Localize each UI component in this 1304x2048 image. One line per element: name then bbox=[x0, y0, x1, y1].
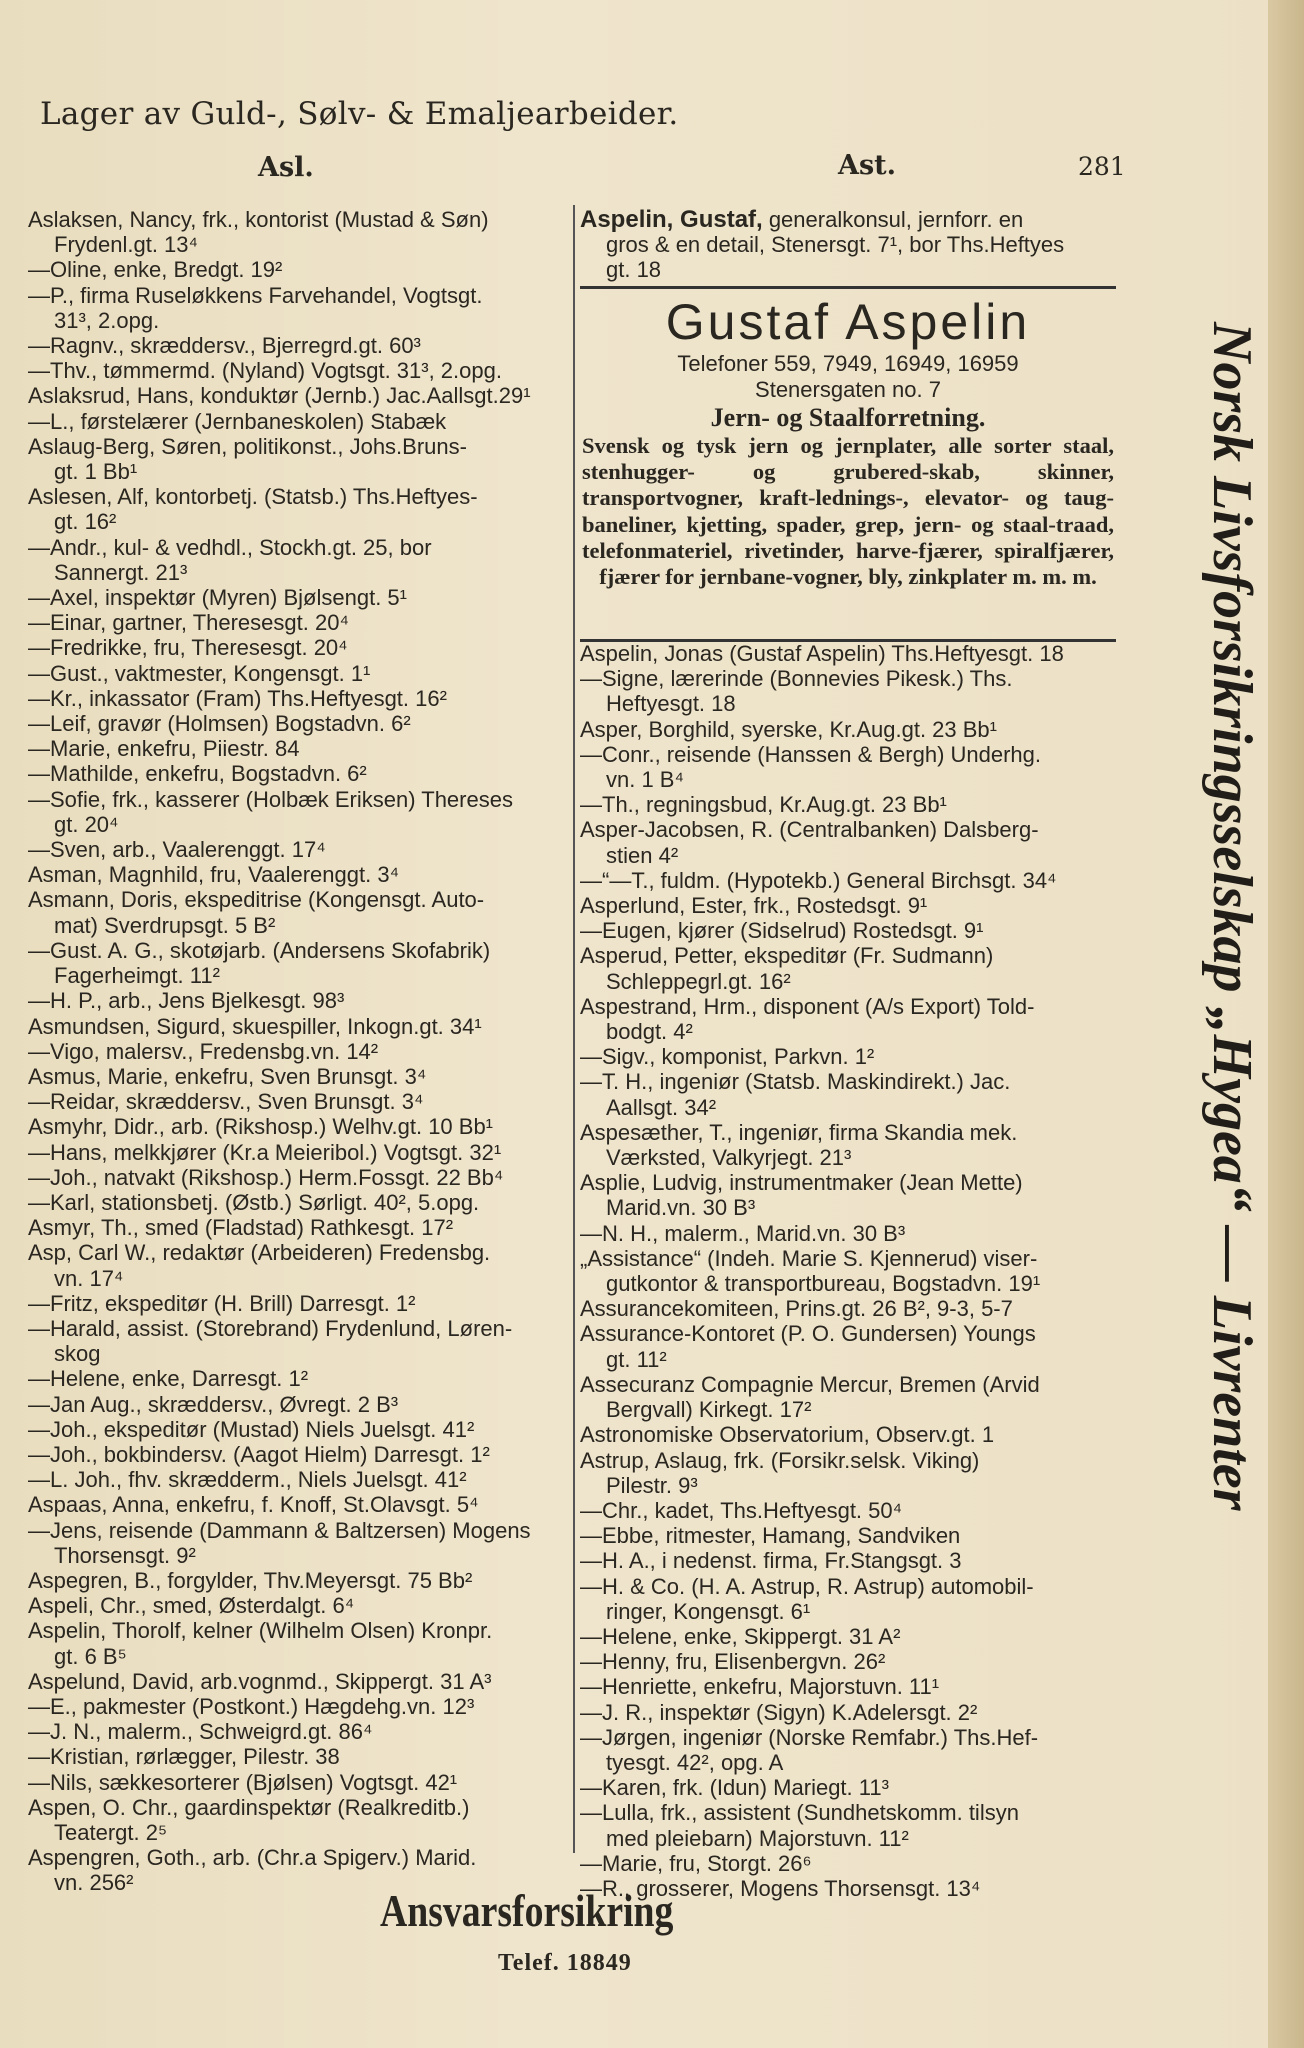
entry-text: —Jørgen, ingeniør (Norske Remfabr.) Ths.Hef- bbox=[580, 1724, 1039, 1750]
list-item bbox=[28, 1014, 572, 1039]
entry-text: —H. & Co. (H. A. Astrup, R. Astrup) automobil- bbox=[580, 1573, 1034, 1599]
entry-text: Asplie, Ludvig, instrumentmaker (Jean Mette) bbox=[580, 1170, 1023, 1196]
list-item bbox=[28, 358, 572, 383]
entry-continuation: gt. 18 bbox=[606, 257, 662, 283]
entry-text: Asmann, Doris, ekspeditrise (Kongensgt. Auto- bbox=[28, 887, 485, 913]
side-advert bbox=[1201, 322, 1268, 1922]
entry-text: —Gust. A. G., skotøjarb. (Andersens Skofabrik) bbox=[28, 937, 491, 963]
ad-body: Svensk og tysk jern og jernplater, alle sorter staal, stenhugger- og grubered-skab, skinner, transportvogner, kraft-lednings-, elevator- og taug-baneliner, kjetting, spader, grep, jern- og staal-traad, telefonmateriel, rivetinder, harve-fjærer, spiralfjærer, fjærer for jernbane-vogner, bly, zinkplater m. m. m. bbox=[582, 433, 1114, 590]
entry-text: —Sigv., komponist, Parkvn. 1² bbox=[580, 1044, 875, 1070]
entry-continuation: Aallsgt. 34² bbox=[606, 1094, 717, 1120]
right-column bbox=[580, 207, 1120, 283]
entry-continuation: Teatergt. 2⁵ bbox=[54, 1820, 168, 1845]
entry-text: —Gust., vaktmester, Kongensgt. 1¹ bbox=[28, 660, 371, 686]
entry-continuation: Bergvall) Kirkegt. 17² bbox=[606, 1397, 812, 1423]
entry-text: Aspegren, B., forgylder, Thv.Meyersgt. 75 Bb² bbox=[28, 1567, 473, 1593]
bottom-advert-title: Ansvarsforsikring bbox=[380, 1885, 674, 1936]
list-item bbox=[580, 1221, 1120, 1246]
entry-text: Aspelin, Jonas (Gustaf Aspelin) Ths.Heftyesgt. 18 bbox=[580, 641, 1064, 666]
entry-text: —Joh., natvakt (Rikshosp.) Herm.Fossgt. 22 Bb⁴ bbox=[28, 1164, 504, 1190]
entry-text: —Kr., inkassator (Fram) Ths.Heftyesgt. 16² bbox=[28, 685, 447, 711]
list-item bbox=[580, 1700, 1120, 1725]
list-item bbox=[580, 994, 1120, 1044]
entry-text: —Oline, enke, Bredgt. 19² bbox=[28, 257, 283, 283]
list-item bbox=[28, 283, 572, 333]
list-item bbox=[28, 1190, 572, 1215]
left-column bbox=[28, 207, 572, 1896]
list-item bbox=[28, 1366, 572, 1391]
entry-text: Asperlund, Ester, frk., Rostedsgt. 9¹ bbox=[580, 893, 928, 919]
entry-continuation: gutkontor & transportbureau, Bogstadvn. 19¹ bbox=[606, 1271, 1041, 1297]
ad-address: Stenersgaten no. 7 bbox=[755, 377, 941, 402]
entry-text: —Andr., kul- & vedhdl., Stockh.gt. 25, bor bbox=[28, 534, 432, 560]
entry-text: —E., pakmester (Postkont.) Hægdehg.vn. 12³ bbox=[28, 1693, 475, 1719]
list-item bbox=[28, 1039, 572, 1064]
entry-text: —J. R., inspektør (Sigyn) K.Adelersgt. 2² bbox=[580, 1699, 978, 1725]
entry-text: —Fritz, ekspeditør (H. Brill) Darresgt. 1² bbox=[28, 1290, 416, 1316]
entry-text: —Leif, gravør (Holmsen) Bogstadvn. 6² bbox=[28, 711, 411, 737]
page-edge bbox=[1268, 0, 1304, 2048]
entry-text: Aslaksen, Nancy, frk., kontorist (Mustad & Søn) bbox=[28, 207, 489, 232]
entry-text: —H. P., arb., Jens Bjelkesgt. 98³ bbox=[28, 988, 345, 1014]
ad-trade: Jern- og Staalforretning. bbox=[710, 403, 986, 432]
list-item bbox=[28, 938, 572, 988]
entry-text: Aspesæther, T., ingeniør, firma Skandia mek. bbox=[580, 1119, 1018, 1145]
entry-continuation: Thorsensgt. 9² bbox=[54, 1542, 196, 1568]
entry-text: —Joh., ekspeditør (Mustad) Niels Juelsgt. 41² bbox=[28, 1416, 475, 1442]
list-item bbox=[580, 1246, 1120, 1296]
entry-text: —Henriette, enkefru, Majorstuvn. 11¹ bbox=[580, 1674, 940, 1700]
list-item bbox=[28, 1165, 572, 1190]
list-item bbox=[580, 207, 1120, 283]
list-item bbox=[580, 717, 1120, 742]
list-item bbox=[28, 686, 572, 711]
page-number: 281 bbox=[1078, 152, 1126, 181]
entry-text: —Jan Aug., skræddersv., Øvregt. 2 B³ bbox=[28, 1391, 399, 1417]
list-item bbox=[580, 1321, 1120, 1371]
entry-continuation: stien 4² bbox=[606, 842, 679, 868]
entry-text: —Lulla, frk., assistent (Sundhetskomm. tilsyn bbox=[580, 1800, 1019, 1826]
list-item bbox=[28, 1467, 572, 1492]
entry-continuation: gt. 11² bbox=[606, 1346, 667, 1372]
entry-text: Aspelund, David, arb.vognmd., Skippergt. 31 A³ bbox=[28, 1668, 492, 1694]
list-item bbox=[580, 1548, 1120, 1573]
entry-text: —Signe, lærerinde (Bonnevies Pikesk.) Ths. bbox=[580, 666, 1013, 692]
list-item bbox=[580, 918, 1120, 943]
list-item bbox=[28, 761, 572, 786]
list-item bbox=[580, 1044, 1120, 1069]
side-advert-text: Norsk Livsforsikringsselskap „Hygea“ — Livrenter bbox=[1201, 322, 1263, 1511]
entry-text: Aslesen, Alf, kontorbetj. (Statsb.) Ths.Heftyes- bbox=[28, 484, 478, 510]
entry-text: Asmyr, Th., smed (Fladstad) Rathkesgt. 17² bbox=[28, 1215, 454, 1241]
entry-text: Asperud, Petter, ekspeditør (Fr. Sudmann) bbox=[580, 943, 994, 969]
entry-text: „Assistance“ (Indeh. Marie S. Kjennerud) viser- bbox=[580, 1245, 1038, 1271]
list-item bbox=[28, 837, 572, 862]
entry-continuation: gt. 1 Bb¹ bbox=[54, 459, 138, 485]
entry-text: —Th., regningsbud, Kr.Aug.gt. 23 Bb¹ bbox=[580, 792, 947, 818]
entry-text: —P., firma Ruseløkkens Farvehandel, Vogtsgt. bbox=[28, 282, 483, 308]
list-item bbox=[28, 1114, 572, 1139]
entry-text: —Harald, assist. (Storebrand) Frydenlund, Løren- bbox=[28, 1315, 513, 1341]
entry-text: —L. Joh., fhv. skrædderm., Niels Juelsgt. 41² bbox=[28, 1467, 467, 1493]
entry-text: Aspeli, Chr., smed, Østerdalgt. 6⁴ bbox=[28, 1593, 355, 1619]
entry-text: —Chr., kadet, Ths.Heftyesgt. 50⁴ bbox=[580, 1497, 903, 1523]
list-item bbox=[580, 1448, 1120, 1498]
entry-text: Asp, Carl W., redaktør (Arbeideren) Fredensbg. bbox=[28, 1240, 491, 1266]
entry-text: Assurancekomiteen, Prins.gt. 26 B², 9-3, 5-7 bbox=[580, 1296, 1013, 1322]
list-item bbox=[28, 1593, 572, 1618]
list-item bbox=[28, 1392, 572, 1417]
ad-company-name: Gustaf Aspelin bbox=[665, 294, 1031, 350]
list-item bbox=[28, 862, 572, 887]
list-item bbox=[28, 1064, 572, 1089]
list-item bbox=[580, 1725, 1120, 1775]
list-item bbox=[28, 1417, 572, 1442]
list-item bbox=[28, 1669, 572, 1694]
advertisement-box bbox=[580, 286, 1116, 642]
list-item bbox=[28, 1770, 572, 1795]
right-column-list bbox=[580, 641, 1120, 1901]
entry-text: —Henny, fru, Elisenbergvn. 26² bbox=[580, 1649, 886, 1675]
entry-text: Aslaksrud, Hans, konduktør (Jernb.) Jac.Aallsgt.29¹ bbox=[28, 383, 531, 409]
entry-continuation: ringer, Kongensgt. 6¹ bbox=[606, 1598, 811, 1624]
entry-name: Aspelin, Gustaf, bbox=[580, 206, 763, 233]
list-item bbox=[580, 666, 1120, 716]
entry-text: —Sofie, frk., kasserer (Holbæk Eriksen) Thereses bbox=[28, 786, 513, 812]
entry-text: Aspengren, Goth., arb. (Chr.a Spigerv.) Marid. bbox=[28, 1845, 477, 1871]
list-item bbox=[580, 742, 1120, 792]
column-divider bbox=[573, 205, 575, 1853]
entry-continuation: vn. 256² bbox=[54, 1870, 134, 1896]
entry-text: —Helene, enke, Darresgt. 1² bbox=[28, 1366, 309, 1392]
list-item bbox=[28, 1518, 572, 1568]
entry-continuation: gt. 20⁴ bbox=[54, 811, 119, 837]
list-item bbox=[580, 1800, 1120, 1850]
list-item bbox=[28, 333, 572, 358]
entry-text: —Hans, melkkjører (Kr.a Meieribol.) Vogtsgt. 32¹ bbox=[28, 1139, 502, 1165]
list-item bbox=[28, 409, 572, 434]
entry-text: —Axel, inspektør (Myren) Bjølsengt. 5¹ bbox=[28, 585, 407, 611]
list-item bbox=[580, 1069, 1120, 1119]
entry-text: —H. A., i nedenst. firma, Fr.Stangsgt. 3 bbox=[580, 1548, 962, 1574]
entry-text: Aslaug-Berg, Søren, politikonst., Johs.Bruns- bbox=[28, 433, 467, 459]
entry-text: Aspelin, Thorolf, kelner (Wilhelm Olsen) Kronpr. bbox=[28, 1618, 493, 1644]
list-item bbox=[580, 1649, 1120, 1674]
list-item bbox=[580, 1523, 1120, 1548]
entry-text: —Thv., tømmermd. (Nyland) Vogtsgt. 31³, 2.opg. bbox=[28, 358, 502, 384]
entry-text: —R., grosserer, Mogens Thorsensgt. 13⁴ bbox=[580, 1875, 981, 1901]
list-item bbox=[580, 1170, 1120, 1220]
entry-text: —Ebbe, ritmester, Hamang, Sandviken bbox=[580, 1523, 961, 1549]
list-item bbox=[28, 787, 572, 837]
list-item bbox=[28, 585, 572, 610]
entry-text: —Jens, reisende (Dammann & Baltzersen) Mogens bbox=[28, 1517, 531, 1543]
list-item bbox=[28, 1291, 572, 1316]
list-item bbox=[28, 1492, 572, 1517]
ad-phones: Telefoner 559, 7949, 16949, 16959 bbox=[677, 351, 1019, 376]
entry-continuation: gt. 6 B⁵ bbox=[54, 1643, 127, 1669]
entry-continuation: med pleiebarn) Majorstuvn. 11² bbox=[606, 1825, 909, 1851]
entry-text: —Ragnv., skræddersv., Bjerregrd.gt. 60³ bbox=[28, 333, 421, 359]
list-item bbox=[28, 1442, 572, 1467]
list-item bbox=[28, 383, 572, 408]
list-item bbox=[28, 1568, 572, 1593]
list-item bbox=[28, 1618, 572, 1668]
entry-continuation: Værksted, Valkyrjegt. 21³ bbox=[606, 1145, 852, 1171]
list-item bbox=[28, 1140, 572, 1165]
entry-text: Assurance-Kontoret (P. O. Gundersen) Youngs bbox=[580, 1321, 1036, 1347]
entry-continuation: Schleppegrl.gt. 16² bbox=[606, 968, 791, 994]
entry-text: —Helene, enke, Skippergt. 31 A² bbox=[580, 1623, 901, 1649]
list-item bbox=[28, 635, 572, 660]
entry-text: Asper, Borghild, syerske, Kr.Aug.gt. 23 Bb¹ bbox=[580, 716, 997, 742]
entry-text: Aspaas, Anna, enkefru, f. Knoff, St.Olavsgt. 5⁴ bbox=[28, 1492, 479, 1518]
entry-text: Asper-Jacobsen, R. (Centralbanken) Dalsberg- bbox=[580, 817, 1039, 843]
right-guide-word: Ast. bbox=[838, 150, 897, 181]
entry-text: —L., førstelærer (Jernbaneskolen) Stabæk bbox=[28, 408, 447, 434]
entry-text: —Sven, arb., Vaalerenggt. 17⁴ bbox=[28, 837, 326, 863]
entry-text: —Marie, fru, Storgt. 26⁶ bbox=[580, 1850, 812, 1876]
entry-text: —Karl, stationsbetj. (Østb.) Sørligt. 40², 5.opg. bbox=[28, 1189, 480, 1215]
list-item bbox=[580, 893, 1120, 918]
entry-text: Astrup, Aslaug, frk. (Forsikr.selsk. Viking) bbox=[580, 1447, 980, 1473]
list-item bbox=[580, 1574, 1120, 1624]
entry-continuation: Heftyesgt. 18 bbox=[606, 691, 736, 717]
list-item bbox=[28, 711, 572, 736]
entry-text: —Conr., reisende (Hanssen & Bergh) Underhg. bbox=[580, 741, 1042, 767]
entry-text: Aspestrand, Hrm., disponent (A/s Export) Told- bbox=[580, 993, 1035, 1019]
list-item bbox=[28, 1694, 572, 1719]
entry-continuation: bodgt. 4² bbox=[606, 1019, 693, 1045]
entry-text: Asmus, Marie, enkefru, Sven Brunsgt. 3⁴ bbox=[28, 1063, 427, 1089]
entry-continuation: gros & en detail, Stenersgt. 7¹, bor Ths.Heftyes bbox=[606, 232, 1065, 258]
entry-text: —Marie, enkefru, Piiestr. 84 bbox=[28, 736, 300, 762]
list-item bbox=[580, 1372, 1120, 1422]
entry-continuation: gt. 16² bbox=[54, 509, 117, 535]
list-item bbox=[580, 792, 1120, 817]
entry-text: —Joh., bokbindersv. (Aagot Hielm) Darresgt. 1² bbox=[28, 1441, 490, 1467]
list-item bbox=[580, 1624, 1120, 1649]
list-item bbox=[580, 817, 1120, 867]
entry-text: Astronomiske Observatorium, Observ.gt. 1 bbox=[580, 1422, 995, 1448]
entry-text: generalkonsul, jernforr. en bbox=[762, 207, 1024, 232]
list-item bbox=[28, 1316, 572, 1366]
entry-continuation: vn. 1 B⁴ bbox=[606, 767, 684, 793]
page-header-title: Lager av Guld-, Sølv- & Emaljearbeider. bbox=[40, 96, 679, 132]
entry-text: Asmundsen, Sigurd, skuespiller, Inkogn.gt. 34¹ bbox=[28, 1013, 482, 1039]
list-item bbox=[28, 736, 572, 761]
entry-text: Asman, Magnhild, fru, Vaalerenggt. 3⁴ bbox=[28, 862, 400, 888]
entry-text: Assecuranz Compagnie Mercur, Bremen (Arvid bbox=[580, 1371, 1040, 1397]
list-item bbox=[28, 1719, 572, 1744]
list-item bbox=[28, 257, 572, 282]
entry-text: —J. N., malerm., Schweigrd.gt. 86⁴ bbox=[28, 1719, 373, 1745]
list-item bbox=[580, 1120, 1120, 1170]
entry-text: —Vigo, malersv., Fredensbg.vn. 14² bbox=[28, 1038, 379, 1064]
entry-continuation: tyesgt. 42², opg. A bbox=[606, 1749, 784, 1775]
list-item bbox=[580, 1422, 1120, 1447]
entry-continuation: mat) Sverdrupsgt. 5 B² bbox=[54, 912, 276, 938]
list-item bbox=[28, 207, 572, 257]
entry-continuation: Pilestr. 9³ bbox=[606, 1472, 698, 1498]
list-item bbox=[28, 988, 572, 1013]
entry-text: —T. H., ingeniør (Statsb. Maskindirekt.) Jac. bbox=[580, 1069, 1011, 1095]
entry-text: —Reidar, skræddersv., Sven Brunsgt. 3⁴ bbox=[28, 1089, 424, 1115]
entry-text: —N. H., malerm., Marid.vn. 30 B³ bbox=[580, 1220, 906, 1246]
entry-text: —Karen, frk. (Idun) Mariegt. 11³ bbox=[580, 1775, 889, 1801]
list-item bbox=[28, 434, 572, 484]
list-item bbox=[580, 943, 1120, 993]
entry-text: Asmyhr, Didr., arb. (Rikshosp.) Welhv.gt. 10 Bb¹ bbox=[28, 1114, 494, 1140]
list-item bbox=[580, 1775, 1120, 1800]
list-item bbox=[28, 610, 572, 635]
entry-text: —“—T., fuldm. (Hypotekb.) General Birchsgt. 34⁴ bbox=[580, 867, 1057, 893]
left-guide-word: Asl. bbox=[258, 152, 314, 183]
list-item bbox=[28, 1240, 572, 1290]
list-item bbox=[580, 1498, 1120, 1523]
list-item bbox=[28, 661, 572, 686]
bottom-advert-phone: Telef. 18849 bbox=[498, 1950, 632, 1976]
entry-continuation: 31³, 2.opg. bbox=[54, 307, 160, 333]
entry-text: —Eugen, kjører (Sidselrud) Rostedsgt. 9¹ bbox=[580, 918, 984, 944]
entry-text: —Fredrikke, fru, Theresesgt. 20⁴ bbox=[28, 635, 348, 661]
entry-text: —Nils, sækkesorterer (Bjølsen) Vogtsgt. 42¹ bbox=[28, 1769, 458, 1795]
list-item bbox=[28, 1089, 572, 1114]
entry-continuation: vn. 17⁴ bbox=[54, 1265, 124, 1291]
entry-continuation: Sannergt. 21³ bbox=[54, 559, 188, 585]
list-item bbox=[580, 1674, 1120, 1699]
entry-continuation: skog bbox=[54, 1341, 101, 1367]
list-item bbox=[580, 868, 1120, 893]
list-item bbox=[28, 1215, 572, 1240]
list-item bbox=[28, 484, 572, 534]
list-item bbox=[580, 641, 1120, 666]
entry-text: —Einar, gartner, Theresesgt. 20⁴ bbox=[28, 610, 349, 636]
list-item bbox=[580, 1851, 1120, 1876]
list-item bbox=[28, 887, 572, 937]
entry-continuation: Frydenl.gt. 13⁴ bbox=[54, 232, 198, 258]
entry-text: —Kristian, rørlægger, Pilestr. 38 bbox=[28, 1744, 340, 1770]
list-item bbox=[580, 1296, 1120, 1321]
list-item bbox=[28, 535, 572, 585]
entry-continuation: Fagerheimgt. 11² bbox=[54, 963, 220, 989]
entry-continuation: Marid.vn. 30 B³ bbox=[606, 1195, 756, 1221]
list-item bbox=[28, 1795, 572, 1845]
list-item bbox=[28, 1744, 572, 1769]
entry-text: —Mathilde, enkefru, Bogstadvn. 6² bbox=[28, 761, 367, 787]
entry-text: Aspen, O. Chr., gaardinspektør (Realkreditb.) bbox=[28, 1794, 470, 1820]
